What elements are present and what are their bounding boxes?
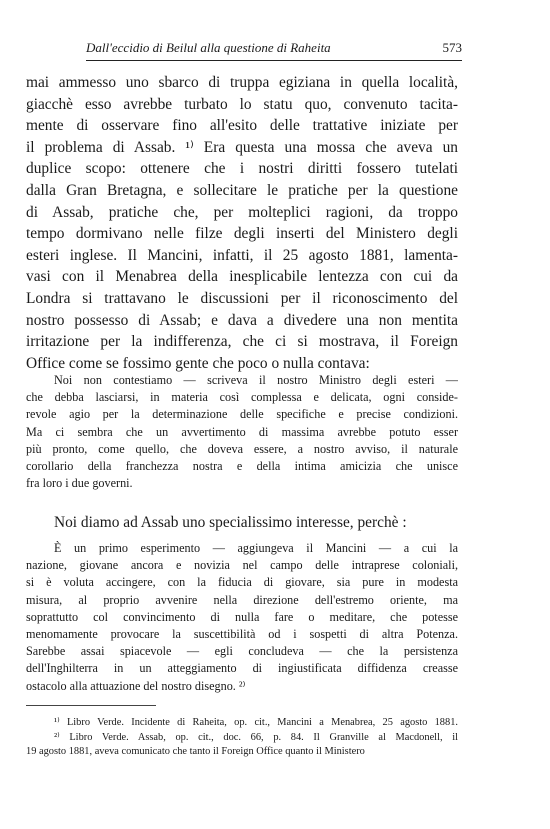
footnote-line: ¹⁾ Libro Verde. Incidente di Raheita, op. cit., Mancini a Menabrea, 25 agosto 1881. (54, 717, 458, 728)
text-line: tempo dormivano nelle filze degli inserti del Ministero degli (26, 225, 458, 243)
text-line: Londra si trattavano le discussioni per il riconoscimento del (26, 289, 458, 307)
running-title: Dall'eccidio di Beilul alla questione di Raheita (86, 40, 331, 55)
paragraph-2: Noi diamo ad Assab uno specialissimo interesse, perchè : (54, 514, 407, 531)
text-line: giacchè esso avrebbe turbato lo statu quo, convenuto tacita- (26, 95, 458, 113)
quote-line: corollario della franchezza nostra e della intima amicizia che unisce (26, 458, 458, 473)
text-line: nostro possesso di Assab; e dava a divedere una non mentita (26, 311, 458, 329)
footnote-rule (26, 705, 156, 706)
running-header (86, 40, 462, 58)
quote-line: dell'Inghilterra in un atteggiamento di ingiustificata diffidenza creasse (26, 661, 458, 676)
quote-line: che debba lasciarsi, in materia così complessa e delicata, ogni conside- (26, 390, 458, 405)
quote-line: revole agio per la determinazione delle specifiche e precise condizioni. (26, 407, 458, 422)
quote-line: Noi non contestiamo — scriveva il nostro Ministro degli esteri — (54, 373, 458, 387)
text-line: Office come se fossimo gente che poco o nulla contava: (26, 354, 370, 372)
header-rule (86, 60, 462, 61)
quote-line: Ma ci sembra che un avvertimento di massima avrebbe potuto esser (26, 424, 458, 439)
text-line: di Assab, pratiche che, per molteplici ragioni, da troppo (26, 203, 458, 221)
quote-block-2 (26, 540, 458, 695)
quote-line: fra loro i due governi. (26, 476, 133, 491)
quote-line: nazione, giovane ancora e novizia nel campo delle intraprese coloniali, (26, 558, 458, 573)
text-line: duplice scopo: ottenere che i nostri diritti fossero tutelati (26, 160, 458, 178)
text-line: esteri inglese. Il Mancini, infatti, il 25 agosto 1881, lamenta- (26, 246, 458, 264)
text-line: irritazione per la indifferenza, che ci si mostrava, il Foreign (26, 333, 458, 351)
quote-line: si è voluta accingere, con la fiducia di giovare, sia pure in modesta (26, 575, 458, 590)
quote-line: È un primo esperimento — aggiungeva il Mancini — a cui la (54, 541, 458, 555)
quote-line: Sarebbe assai spiacevole — egli concludeva — che la persistenza (26, 644, 458, 659)
main-paragraph (26, 72, 458, 374)
footnote-line: 19 agosto 1881, aveva comunicato che tanto il Foreign Office quanto il Ministero (26, 746, 365, 758)
quote-line: più pronto, come quello, che doveva essere, a nostro avviso, il naturale (26, 441, 458, 456)
text-line: dalla Gran Bretagna, e sollecitare le pratiche per la questione (26, 181, 458, 199)
quote-line: ostacolo alla attuazione del nostro disegno. ²⁾ (26, 678, 246, 693)
text-line: il problema di Assab. ¹⁾ Era questa una mossa che aveva un (26, 138, 458, 156)
page-number: 573 (442, 40, 462, 55)
text-line: vasi con il Menabrea della inesplicabile lentezza con cui da (26, 268, 458, 286)
quote-line: menomamente provocare la suscettibilità od i sospetti di altra Potenza. (26, 626, 458, 641)
quote-line: misura, al proprio avvenire nella direzione dell'estremo oriente, ma (26, 592, 458, 607)
footnote-line: ²⁾ Libro Verde. Assab, op. cit., doc. 66, p. 84. Il Granville al Macdonell, il (54, 731, 458, 743)
footnotes (26, 716, 458, 760)
text-line: mai ammesso uno sbarco di truppa egiziana in quella località, (26, 74, 458, 91)
text-line: mente di osservare fino all'esito delle trattative iniziate per (26, 117, 458, 135)
quote-line: soprattutto col convincimento di nulla fare o meditare, che potesse (26, 609, 458, 624)
quote-block-1 (26, 372, 458, 492)
